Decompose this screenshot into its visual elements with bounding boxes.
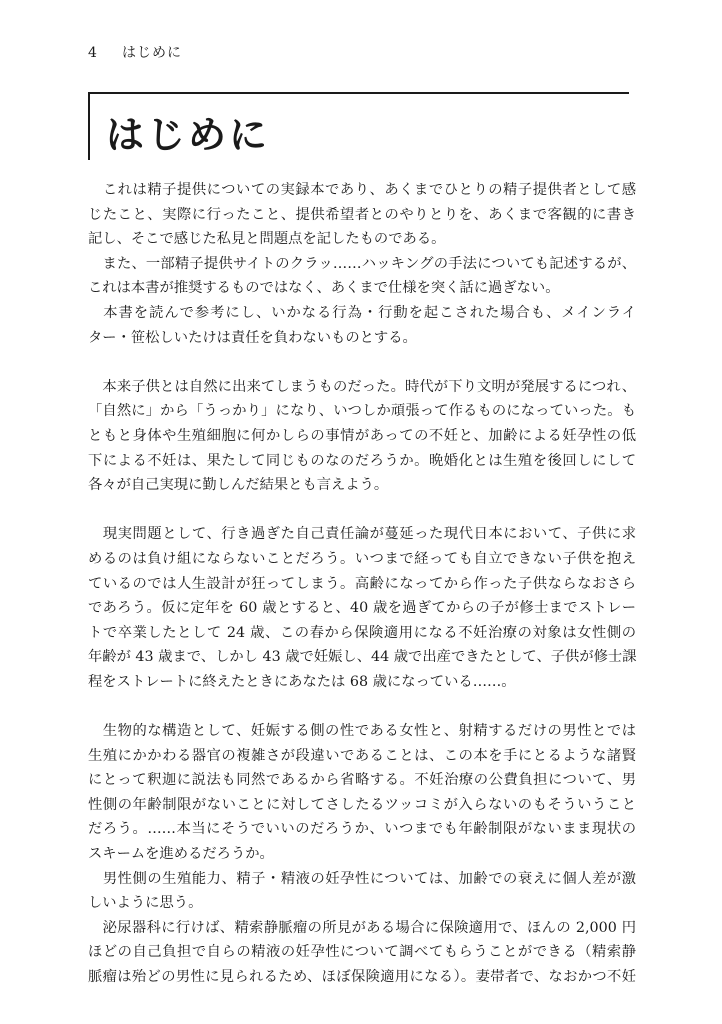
text-line: 本書を読んで参考にし、いかなる行為・行動を起こされた場合も、メインライ — [88, 304, 636, 321]
text-line: ているのでは人生設計が狂ってしまう。高齢になってから作った子供ならなおさら — [88, 575, 636, 592]
text-line: これは本書が推奨するものではなく、あくまで仕様を突く話に過ぎない。 — [88, 280, 560, 297]
chapter-heading-frame — [88, 92, 629, 160]
paragraph-gap — [88, 350, 636, 375]
text-line: だろう。……本当にそうでいいのだろうか、いつまでも年齢制限がないまま現状の — [88, 821, 636, 838]
text-line: また、一部精子提供サイトのクラッ……ハッキングの手法についても記述するが、 — [88, 255, 636, 272]
running-head-title: はじめに — [122, 45, 182, 61]
text-line: にとって釈迦に説法も同然であるから省略する。不妊治療の公費負担について、男 — [88, 772, 636, 789]
text-line: であろう。仮に定年を 60 歳とすると、40 歳を過ぎてからの子が修士までストレー — [88, 600, 636, 617]
text-line: 記し、そこで感じた私見と問題点を記したものである。 — [88, 231, 446, 248]
text-line: 下による不妊は、果たして同じものなのだろうか。晩婚化とは生殖を後回しにして — [88, 452, 636, 469]
text-line: トで卒業したとして 24 歳、この春から保険適用になる不妊治療の対象は女性側の — [88, 624, 636, 641]
text-line: 年齢が 43 歳まで、しかし 43 歳で妊娠し、44 歳で出産できたとして、子供が修士課 — [88, 649, 637, 666]
text-line: 生殖にかかわる器官の複雑さが段違いであることは、この本を手にとるような諸賢 — [88, 747, 636, 764]
text-line: 性側の年齢制限がないことに対してさしたるツッコミが入らないのもそういうこと — [88, 796, 636, 813]
text-line: 生物的な構造として、妊娠する側の性である女性と、射精するだけの男性とでは — [88, 723, 636, 740]
paragraph-gap — [88, 694, 636, 719]
text-line: めるのは負け組にならないことだろう。いつまで経っても自立できない子供を抱え — [88, 550, 636, 567]
text-line: 脈瘤は殆どの男性に見られるため、ほぼ保険適用になる）。妻帯者で、なおかつ不妊 — [88, 969, 636, 985]
text-line: ほどの自己負担で自らの精液の妊孕性について調べてもらうことができる（精索静 — [88, 944, 636, 961]
running-head — [88, 42, 182, 62]
paragraph-gap — [88, 498, 636, 523]
text-line: これは精子提供についての実録本であり、あくまでひとりの精子提供者として感 — [88, 182, 636, 198]
chapter-title: はじめに — [106, 113, 271, 157]
page-number: 4 — [88, 45, 98, 61]
text-line: 「自然に」から「うっかり」になり、いつしか頑張って作るものになっていった。も — [88, 403, 636, 420]
text-line: スキームを進めるだろうか。 — [88, 846, 274, 863]
text-line: 男性側の生殖能力、精子・精液の妊孕性については、加齢での衰えに個人差が激 — [88, 870, 636, 887]
text-line: じたこと、実際に行ったこと、提供希望者とのやりとりを、あくまで客観的に書き — [88, 206, 636, 223]
text-line: しいように思う。 — [88, 895, 203, 912]
text-line: 程をストレートに終えたときにあなたは 68 歳になっている……。 — [88, 673, 516, 690]
text-line: 各々が自己実現に勤しんだ結果とも言えよう。 — [88, 477, 389, 494]
text-line: 泌尿器科に行けば、精索静脈瘤の所見がある場合に保険適用で、ほんの 2,000 円 — [88, 919, 636, 936]
text-line: 現実問題として、行き過ぎた自己責任論が蔓延った現代日本において、子供に求 — [88, 526, 636, 543]
text-line: ともと身体や生殖細胞に何かしらの事情があっての不妊と、加齢による妊孕性の低 — [88, 427, 636, 444]
body-text — [88, 178, 636, 990]
text-line: 本来子供とは自然に出来てしまうものだった。時代が下り文明が発展するにつれ、 — [88, 378, 636, 395]
text-line: ター・笹松しいたけは責任を負わないものとする。 — [88, 329, 417, 346]
